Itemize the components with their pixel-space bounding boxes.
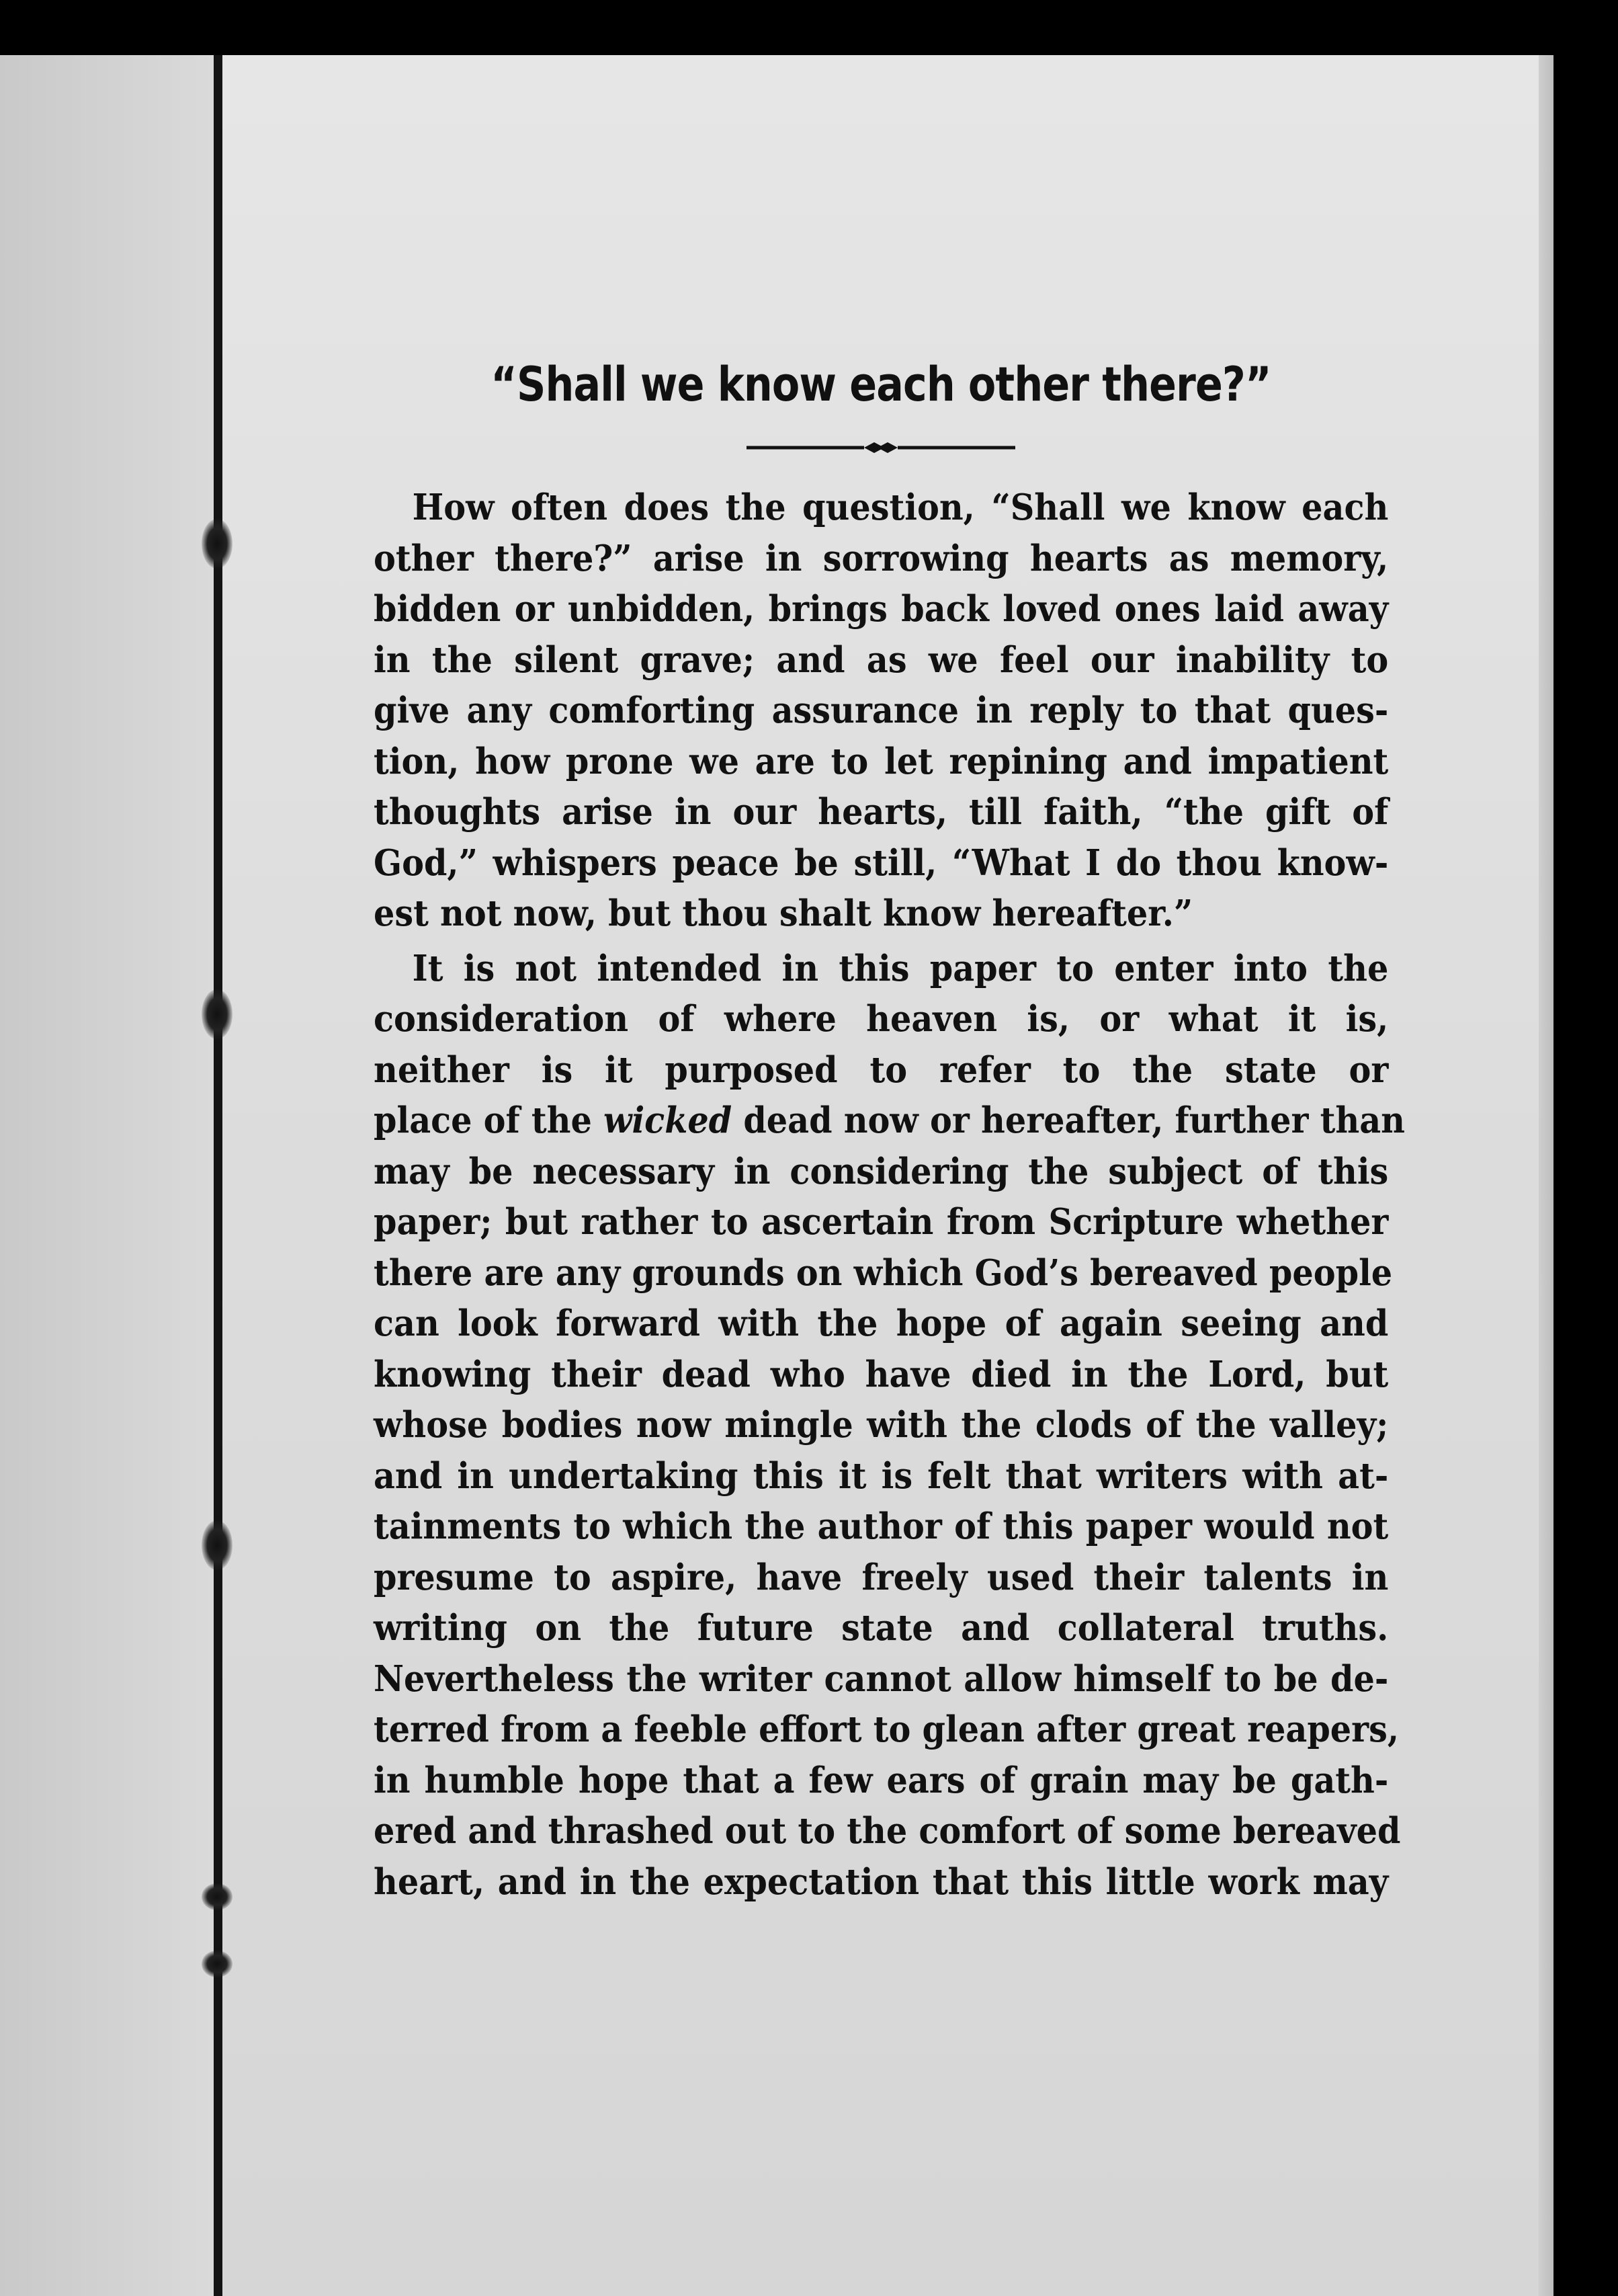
text-line: paper; but rather to ascertain from Scripture whether — [374, 1201, 1389, 1243]
text-line: give any comforting assurance in reply to that ques- — [374, 690, 1389, 731]
page-content — [374, 351, 1406, 1912]
page-title: “Shall we know each other there?” — [491, 357, 1271, 412]
binding-stitch-mark — [202, 989, 232, 1039]
paragraph-1 — [374, 483, 1388, 940]
text-line: Nevertheless the writer cannot allow himself to be de- — [374, 1657, 1389, 1700]
text-line: bidden or unbidden, brings back loved ones laid away — [374, 588, 1389, 630]
text-line: est not now, but thou shalt know hereafter.” — [374, 893, 1193, 934]
binding-stitch-mark — [202, 1951, 232, 1977]
text-line: It is not intended in this paper to enter into the — [412, 947, 1389, 989]
text-line: thoughts arise in our hearts, till faith, “the gift of — [374, 791, 1389, 833]
page-right-edge — [1539, 55, 1553, 2296]
ornamental-rule-icon — [747, 440, 1015, 456]
text-line: there are any grounds on which God’s bereaved people — [374, 1252, 1393, 1294]
text-line: tainments to which the author of this paper would not — [374, 1506, 1389, 1547]
text-line: writing on the future state and collateral truths. — [374, 1607, 1389, 1649]
text-line: ered and thrashed out to the comfort of some bereaved — [374, 1810, 1401, 1852]
binding-stitch-mark — [202, 519, 232, 569]
text-line: may be necessary in considering the subject of this — [374, 1150, 1389, 1192]
text-line: knowing their dead who have died in the Lord, but — [374, 1353, 1389, 1395]
text-line: presume to aspire, have freely used their talents in — [374, 1556, 1389, 1598]
text-line: heart, and in the expectation that this little work may — [374, 1860, 1389, 1903]
text-line: in the silent grave; and as we feel our inability to — [374, 639, 1389, 681]
text-line: and in undertaking this it is felt that writers with at- — [374, 1454, 1389, 1497]
text-line: tion, how prone we are to let repining and impatient — [374, 740, 1389, 782]
text-line: in humble hope that a few ears of grain may be gath- — [374, 1759, 1389, 1801]
binding-stitch-mark — [202, 1883, 232, 1910]
text-line: How often does the question, “Shall we know each — [412, 487, 1389, 528]
emphasis-word: wicked — [603, 1100, 732, 1141]
book-page — [0, 55, 1553, 2296]
binding-stitch-mark — [202, 1520, 232, 1570]
paragraph-2 — [374, 944, 1406, 1908]
text-line: consideration of where heaven is, or what it is, — [374, 998, 1389, 1040]
text-line: God,” whispers peace be still, “What I do thou know- — [374, 842, 1389, 884]
text-line: whose bodies now mingle with the clods of the valley; — [374, 1404, 1389, 1446]
text-line: other there?” arise in sorrowing hearts as memory, — [374, 537, 1389, 579]
text-line: terred from a feeble effort to glean after great reapers, — [374, 1709, 1400, 1750]
text-line: can look forward with the hope of again seeing and — [374, 1303, 1389, 1344]
text-line: neither is it purposed to refer to the state or — [374, 1049, 1389, 1091]
text-line: place of the wicked dead now or hereafter, further than — [374, 1100, 1406, 1141]
facing-page-edge — [0, 55, 214, 2296]
